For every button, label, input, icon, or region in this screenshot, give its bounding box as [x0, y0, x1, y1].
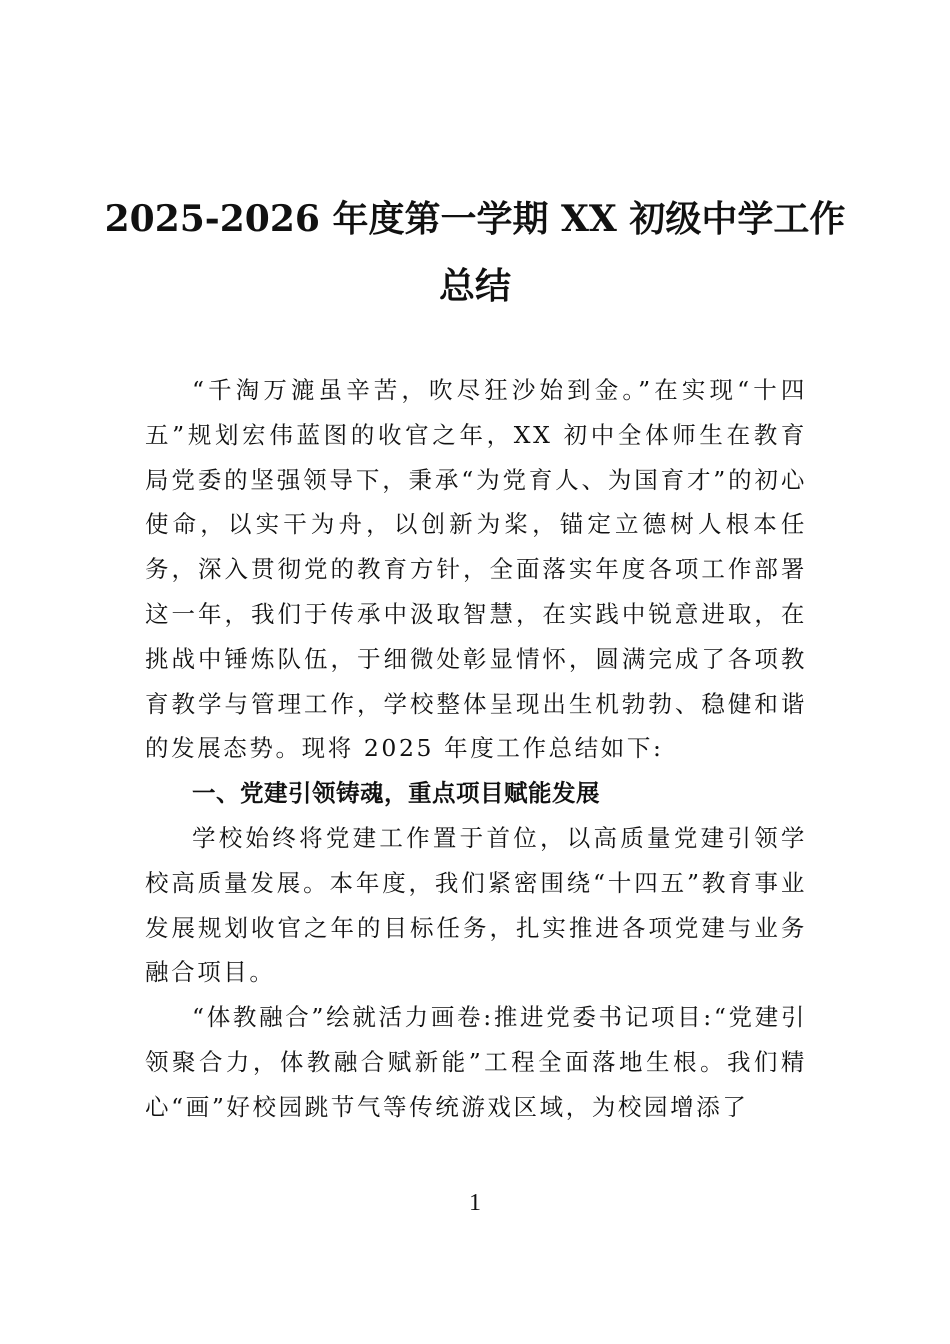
paragraph-party-building: 学校始终将党建工作置于首位，以高质量党建引领学校高质量发展。本年度，我们紧密围绕“十四五”教育事业发展规划收官之年的目标任务，扎实推进各项党建与业务融合项目。 — [145, 823, 807, 987]
document-body — [145, 368, 807, 1130]
section-heading-1: 一、党建引领铸魂，重点项目赋能发展 — [192, 779, 600, 808]
page-number: 1 — [469, 1190, 481, 1216]
document-title-line-1: 2025-2026 年度第一学期 XX 初级中学工作 — [104, 198, 846, 240]
document-title-line-2: 总结 — [438, 265, 511, 307]
paragraph-intro: “千淘万漉虽辛苦，吹尽狂沙始到金。”在实现“十四五”规划宏伟蓝图的收官之年，XX 初中全体师生在教育局党委的坚强领导下，秉承“为党育人、为国育才”的初心使命，以实干为舟，以创新为桨，锚定立德树人根本任务，深入贯彻党的教育方针，全面落实年度各项工作部署这一年，我们于传承中汲取智慧，在实践中锐意进取，在挑战中锤炼队伍，于细微处彰显情怀，圆满完成了各项教育教学与管理工作，学校整体呈现出生机勃勃、稳健和谐的发展态势。现将 2025 年度工作总结如下: — [145, 376, 807, 763]
paragraph-sports-education: “体教融合”绘就活力画卷:推进党委书记项目:“党建引领聚合力，体教融合赋新能”工程全面落地生根。我们精心“画”好校园跳节气等传统游戏区域，为校园增添了 — [145, 1003, 807, 1121]
